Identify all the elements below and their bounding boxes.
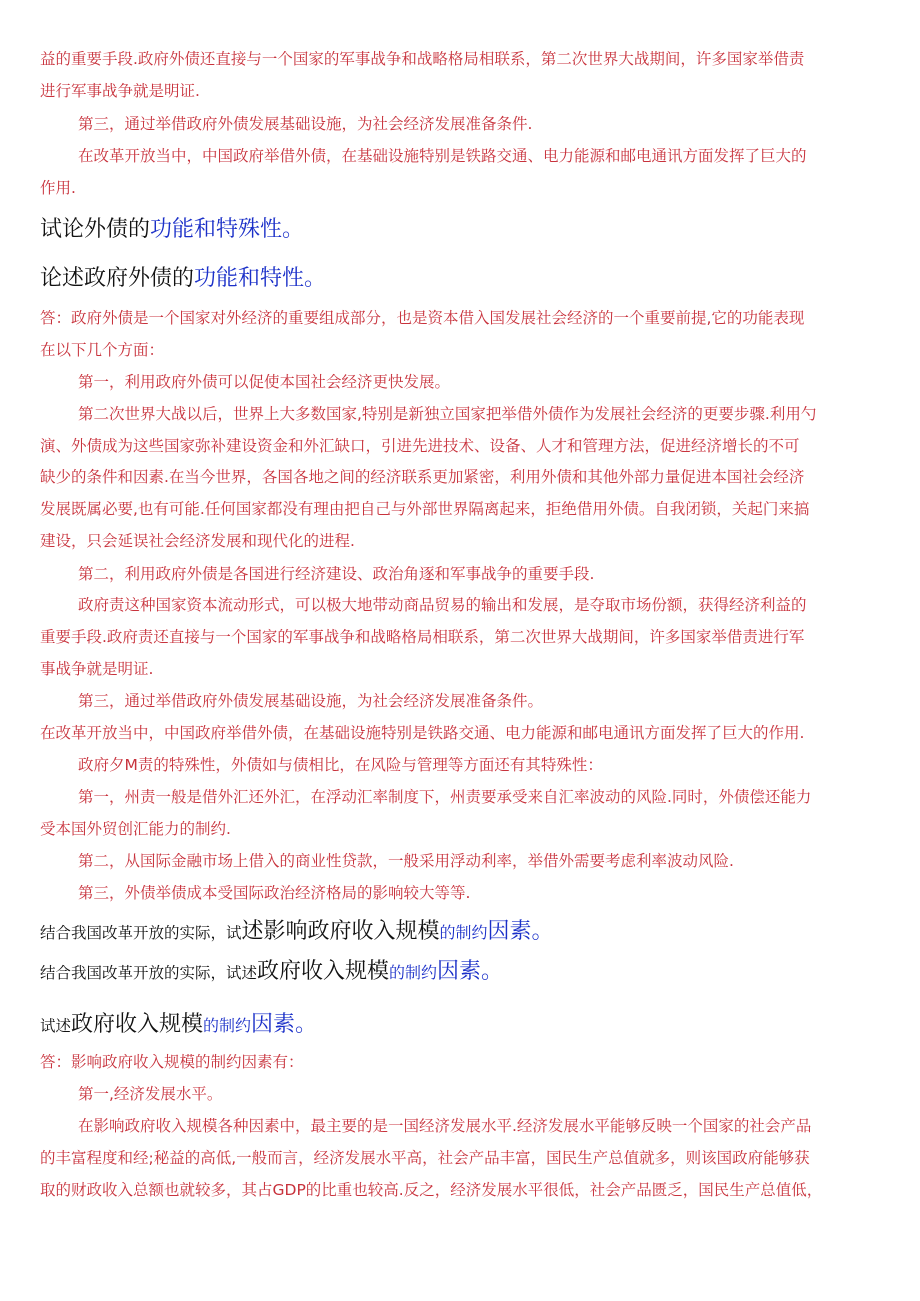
section-heading	[40, 1011, 317, 1040]
text-line: 重要手段.政府责还直接与一个国家的军事战争和战略格局相联系，第二次世界大战期间，许多国家举借责进行军	[40, 628, 805, 646]
heading-text: 结合我国改革开放的实际，试述	[40, 964, 258, 982]
heading-text: 论述政府外债的	[40, 266, 195, 291]
text-line: 第一，州责一般是借外汇还外汇，在浮动汇率制度下，州责要承受来自汇率波动的风险.同时，外债偿还能力	[78, 788, 812, 806]
text-line: 益的重要手段.政府外债还直接与一个国家的军事战争和战略格局相联系，第二次世界大战期间，许多国家举借责	[40, 50, 805, 68]
heading-text-highlight: 因素。	[251, 1012, 318, 1037]
text-line: 在以下几个方面：	[40, 341, 165, 359]
heading-text-highlight: 因素。	[437, 959, 504, 984]
heading-text-highlight: 的制约	[439, 923, 488, 942]
section-heading	[40, 265, 326, 293]
point-title: 第三，通过举借政府外债发展基础设施，为社会经济发展准备条件。	[78, 692, 544, 710]
answer-intro: 答：政府外债是一个国家对外经济的重要组成部分，也是资本借入国发展社会经济的一个重要前提,它的功能表现	[40, 309, 805, 327]
text-line: 受本国外贸创汇能力的制约.	[40, 820, 231, 838]
section-heading	[40, 958, 503, 987]
point-title: 第二，利用政府外债是各国进行经济建设、政治角逐和军事战争的重要手段.	[78, 565, 595, 583]
heading-text-highlight: 的制约	[389, 963, 438, 982]
heading-text: 政府收入规模	[257, 959, 390, 984]
text-line: 取的财政收入总额也就较多，其占GDP的比重也较高.反之，经济发展水平很低，社会产品匮乏，国民生产总值低，	[40, 1181, 823, 1199]
text-line: 在改革开放当中，中国政府举借外债，在基础设施特别是铁路交通、电力能源和邮电通讯方面发挥了巨大的	[78, 147, 807, 165]
heading-text-highlight: 的制约	[203, 1016, 252, 1035]
text-line: 第二，从国际金融市场上借入的商业性贷款，一般采用浮动利率，举借外需要考虑利率波动风险.	[78, 852, 734, 870]
heading-text: 述影响政府收入规模	[241, 919, 440, 944]
text-line: 作用.	[40, 179, 76, 197]
point-title: 第一，利用政府外债可以促使本国社会经济更快发展。	[78, 373, 451, 391]
heading-text-highlight: 功能和特殊性。	[150, 217, 305, 242]
heading-text: 试论外债的	[40, 217, 151, 242]
text-line: 缺少的条件和因素.在当今世界，各国各地之间的经济联系更加紧密，利用外债和其他外部力量促进本国社会经济	[40, 468, 805, 486]
text-line: 进行军事战争就是明证.	[40, 82, 200, 100]
heading-text: 政府收入规模	[71, 1012, 204, 1037]
heading-text-highlight: 因素。	[487, 919, 554, 944]
section-heading	[40, 918, 554, 947]
text-line: 建设，只会延误社会经济发展和现代化的进程.	[40, 532, 355, 550]
answer-intro: 答：影响政府收入规模的制约因素有：	[40, 1053, 304, 1071]
text-line: 在影响政府收入规模各种因素中，最主要的是一国经济发展水平.经济发展水平能够反映一个国家的社会产品	[78, 1117, 812, 1135]
text-line: 在改革开放当中，中国政府举借外债，在基础设施特别是铁路交通、电力能源和邮电通讯方面发挥了巨大的作用.	[40, 724, 805, 742]
text-line: 演、外债成为这些国家弥补建设资金和外汇缺口，引进先进技术、设备、人才和管理方法，促进经济增长的不可	[40, 437, 800, 455]
text-line: 发展既属必要,也有可能.任何国家都没有理由把自己与外部世界隔离起来，拒绝借用外债。自我闭锁，关起门来搞	[40, 500, 810, 518]
text-line: 的丰富程度和经;秘益的高低,一般而言，经济发展水平高，社会产品丰富，国民生产总值就多，则该国政府能够获	[40, 1149, 810, 1167]
text-line: 政府责这种国家资本流动形式，可以极大地带动商品贸易的输出和发展，是夺取市场份额，获得经济利益的	[78, 596, 807, 614]
text-line: 第三，外债举债成本受国际政治经济格局的影响较大等等.	[78, 884, 471, 902]
text-line: 事战争就是明证.	[40, 660, 154, 678]
point-title: 第一,经济发展水平。	[78, 1085, 223, 1103]
heading-text: 试述	[40, 1017, 72, 1035]
text-line: 第二次世界大战以后，世界上大多数国家,特别是新独立国家把举借外债作为发展社会经济的更要步骤.利用勺	[78, 405, 817, 423]
point-title: 第三，通过举借政府外债发展基础设施，为社会经济发展准备条件.	[78, 115, 533, 133]
section-heading	[40, 216, 304, 244]
text-line: 政府夕M责的特殊性，外债如与债相比，在风险与管理等方面还有其特殊性：	[78, 756, 603, 774]
heading-text: 结合我国改革开放的实际，试	[40, 924, 242, 942]
heading-text-highlight: 功能和特性。	[194, 266, 327, 291]
